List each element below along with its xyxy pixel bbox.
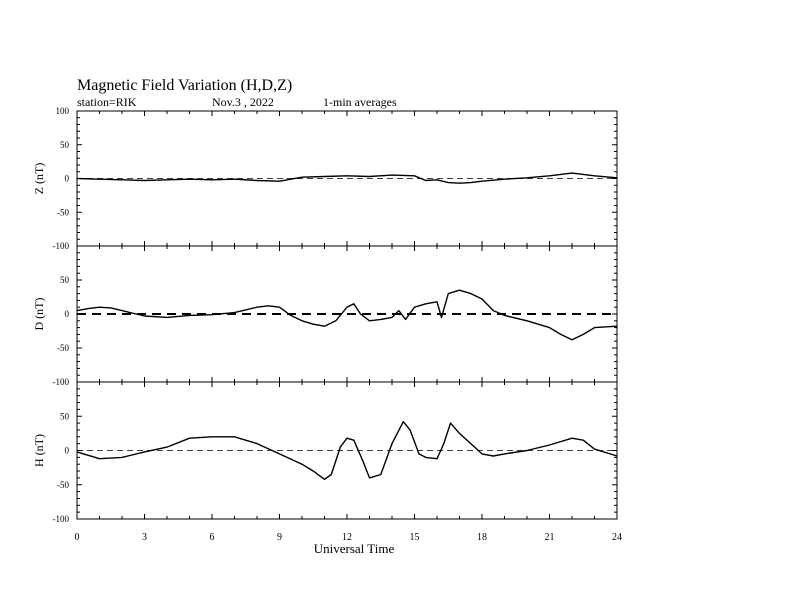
x-tick-label: 6: [209, 532, 215, 543]
y-axis-label: D (nT): [32, 297, 46, 331]
y-tick-label: 50: [60, 275, 69, 285]
averaging-label: 1-min averages: [323, 95, 397, 109]
panel-h: [32, 382, 617, 524]
station-label: station=RIK: [77, 95, 137, 109]
y-tick-label: 100: [55, 106, 69, 116]
panels-group: [32, 106, 617, 524]
x-tick-label: 21: [544, 532, 555, 543]
y-axis-label: H (nT): [32, 434, 46, 467]
x-tick-label: 3: [142, 532, 147, 543]
x-tick-label: 0: [74, 532, 80, 543]
y-tick-label: 50: [60, 411, 69, 422]
y-axis-label: Z (nT): [32, 162, 46, 195]
y-tick-label: 0: [64, 445, 69, 456]
panel-d: [32, 246, 617, 387]
date-label: Nov.3 , 2022: [212, 95, 274, 109]
x-tick-label: 9: [277, 532, 282, 543]
y-tick-label: -50: [57, 479, 69, 490]
chart-title: Magnetic Field Variation (H,D,Z): [77, 77, 293, 94]
y-tick-label: -100: [52, 514, 69, 524]
x-tick-label: 15: [409, 532, 420, 543]
x-tick-label: 24: [612, 532, 622, 543]
x-tick-label: 18: [477, 532, 487, 543]
y-tick-label: -50: [57, 207, 69, 218]
y-tick-label: -100: [52, 241, 69, 251]
x-tick-label: 12: [342, 532, 352, 543]
panel-z: [32, 106, 617, 251]
y-tick-label: -100: [52, 377, 69, 387]
y-tick-label: 50: [60, 139, 69, 150]
y-tick-label: 0: [64, 309, 69, 319]
x-axis-label: Universal Time: [313, 541, 395, 556]
y-tick-label: 0: [64, 173, 69, 184]
y-tick-label: -50: [57, 343, 69, 353]
